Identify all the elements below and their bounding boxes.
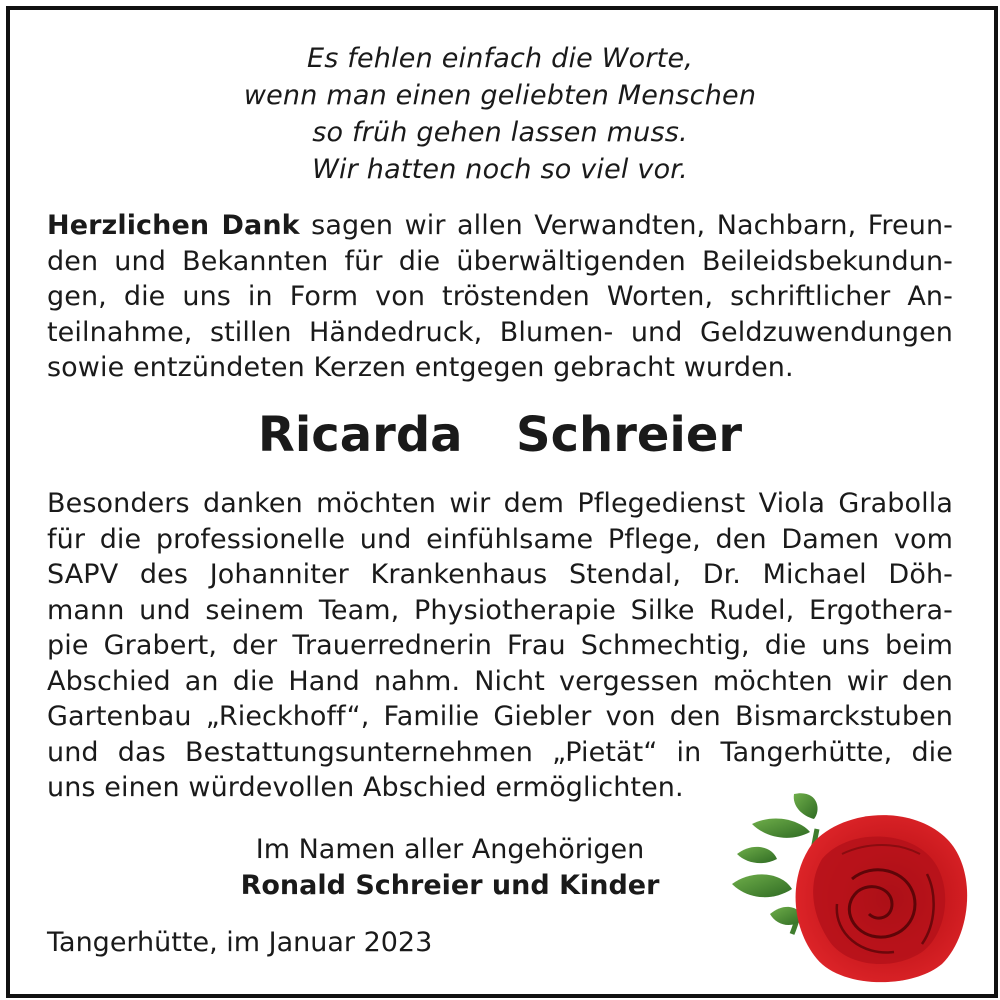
special-thanks-line: SAPV des Johanniter Krankenhaus Stendal, Dr. Michael Döh- [47, 559, 953, 590]
special-thanks-line: uns einen würdevollen Abschied ermöglichten. [47, 772, 684, 803]
special-thanks-line: pie Grabert, der Trauerrednerin Frau Schmechtig, die uns beim [47, 630, 953, 661]
special-thanks-line: Besonders danken möchten wir dem Pflegedienst Viola Grabolla [47, 488, 953, 519]
special-thanks-line: und das Bestattungsunternehmen „Pietät“ in Tangerhütte, die [47, 736, 953, 768]
deceased-name: Ricarda Schreier [257, 407, 743, 463]
signature-names: Ronald Schreier und Kinder [240, 870, 660, 901]
thanks-line: teilnahme, stillen Händedruck, Blumen- und Geldzuwendungen [47, 316, 953, 348]
thanks-line: gen, die uns in Form von tröstenden Worten, schriftlicher An- [47, 281, 953, 312]
special-thanks-line: Abschied an die Hand nahm. Nicht vergessen möchten wir den [47, 665, 953, 697]
thanks-line: den und Bekannten für die überwältigenden Beileidsbekundun- [47, 245, 953, 277]
thanks-line: sowie entzündeten Kerzen entgegen gebracht wurden. [47, 352, 794, 383]
thanks-line [47, 208, 953, 244]
poem [0, 40, 1000, 188]
thanks-paragraph [47, 208, 953, 386]
special-thanks-line: Gartenbau „Rieckhoff“, Familie Giebler von den Bismarckstuben [47, 701, 953, 732]
poem-line: Es fehlen einfach die Worte, [306, 43, 694, 74]
thanks-lead: Herzlichen Dank [47, 210, 300, 241]
thanks-line-rest: sagen wir allen Verwandten, Nachbarn, Freun- [299, 210, 954, 241]
signature-intro: Im Namen aller Angehörigen [255, 834, 645, 865]
signature-block [200, 832, 700, 904]
place-and-date: Tangerhütte, im Januar 2023 [47, 927, 433, 958]
special-thanks-line: für die professionelle und einfühlsame Pflege, den Damen vom [47, 523, 953, 555]
special-thanks-paragraph [47, 486, 953, 806]
special-thanks-line: mann und seinem Team, Physiotherapie Silke Rudel, Ergothera- [47, 594, 953, 626]
red-rose-icon [722, 784, 982, 994]
poem-line: so früh gehen lassen muss. [312, 117, 688, 148]
poem-line: Wir hatten noch so viel vor. [312, 154, 688, 185]
poem-line: wenn man einen geliebten Menschen [243, 80, 757, 111]
